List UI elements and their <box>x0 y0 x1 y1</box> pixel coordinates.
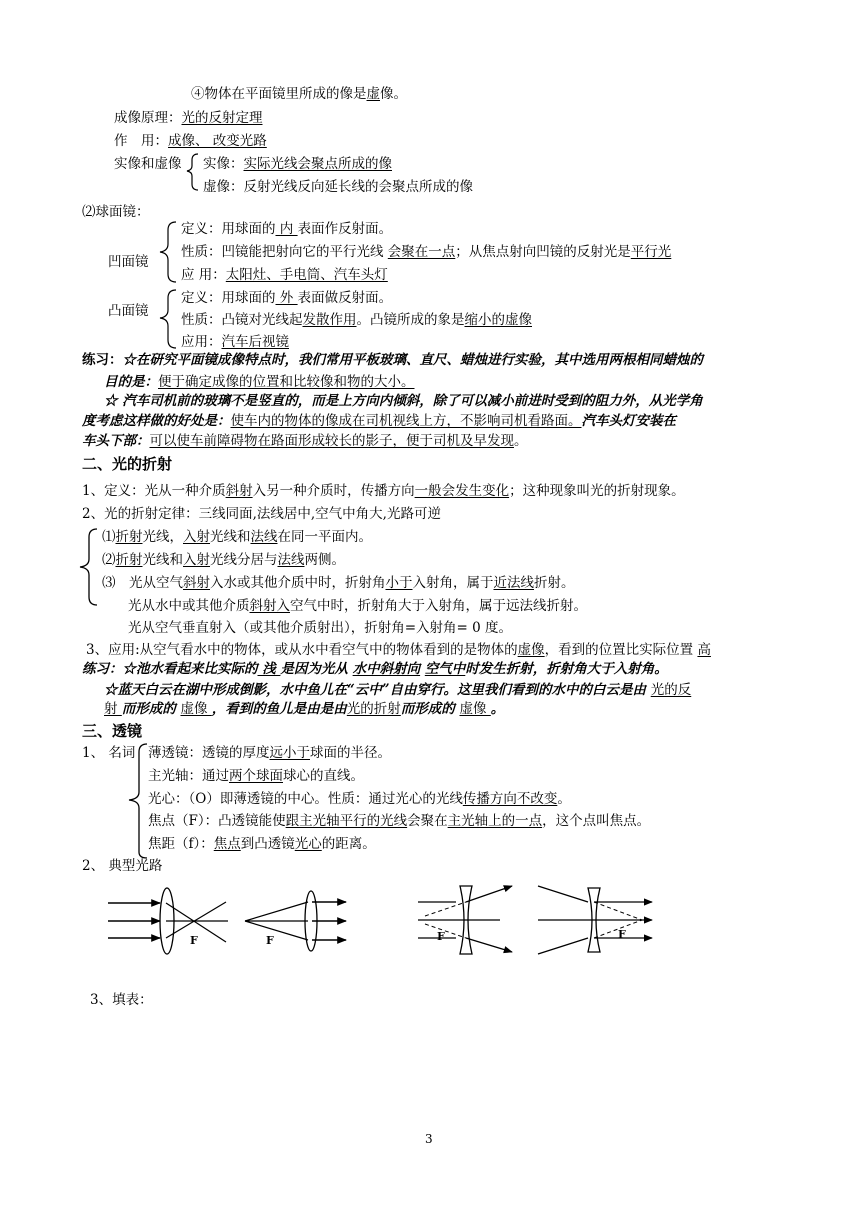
refraction-law-2: ⑵折射光线和入射光线分居与法线两侧。 <box>102 552 345 568</box>
refraction-law-1: ⑴折射光线，入射光线和法线在同一平面内。 <box>102 529 372 545</box>
practice-label: 练习：☆在研究平面镜成像特点时，我们常用平板玻璃、直尺、蜡烛进行实验，其中选用两根相同蜡烛的 <box>82 352 703 368</box>
convex-converge-diagram <box>108 888 228 954</box>
concave-diverge-diagram <box>418 886 512 954</box>
focus-def: 焦点（F）：凸透镜能使跟主光轴平行的光线会聚在主光轴上的一点，这个点叫焦点。 <box>148 813 651 829</box>
concave-property: 性质：凹镜能把射向它的平行光线 会聚在一点；从焦点射向凹镜的反射光是平行光 <box>181 244 672 260</box>
brace-lens-terms <box>125 742 149 860</box>
convex-definition: 定义：用球面的 外 表面做反射面。 <box>181 290 393 306</box>
practice2-q1: 练习：☆池水看起来比实际的 浅 是因为光从 水中斜射向 空气中时发生折射，折射角大于入射角。 <box>82 661 668 677</box>
real-image-def: 实像：实际光线会聚点所成的像 <box>203 156 392 172</box>
refraction-application: 3、应用:从空气看水中的物体，或从水中看空气中的物体看到的是物体的虚像，看到的位置比实际位置 高 <box>86 642 711 658</box>
convex-parallel-diagram <box>245 891 346 951</box>
focus-label: F <box>437 930 445 943</box>
typical-paths-title: 2、 典型光路 <box>82 858 163 874</box>
concave-label: 凹面镜 <box>108 254 149 270</box>
refraction-law-3: ⑶ 光从空气斜射入水或其他介质中时，折射角小于入射角，属于近法线折射。 <box>102 575 575 591</box>
practice2-q2-line1: ☆蓝天白云在湖中形成倒影，水中鱼儿在“云中”自由穿行。这里我们看到的水中的白云是由 光的反 <box>104 682 692 698</box>
concave-definition: 定义：用球面的 内 表面作反射面。 <box>181 221 393 237</box>
brace-real-virtual <box>186 152 200 192</box>
lens-ray-diagrams <box>100 880 660 960</box>
page-number: 3 <box>425 1132 433 1146</box>
practice-q1-answer: 目的是：便于确定成像的位置和比较像和物的大小。 <box>104 374 415 390</box>
principal-axis-def: 主光轴：通过两个球面球心的直线。 <box>148 768 364 784</box>
plane-mirror-item4: ④物体在平面镜里所成的像是虚像。 <box>191 86 407 102</box>
refraction-heading: 二、光的折射 <box>82 455 173 473</box>
thin-lens-def: 薄透镜：透镜的厚度远小于球面的半径。 <box>148 745 391 761</box>
lens-heading: 三、透镜 <box>82 722 143 740</box>
focus-label: F <box>190 934 198 947</box>
spherical-mirror-title: ⑵球面镜： <box>82 204 150 220</box>
imaging-principle: 成像原理：光的反射定理 <box>114 110 263 126</box>
optical-center-def: 光心：（O）即薄透镜的中心。性质：通过光心的光线传播方向不改变。 <box>148 791 571 807</box>
fill-table-label: 3、填表： <box>90 992 153 1008</box>
brace-refraction-law <box>77 527 99 607</box>
practice-q2-line2: 度考虑这样做的好处是：使车内的物体的像成在司机视线上方，不影响司机看路面。汽车头灯安装在 <box>82 413 676 429</box>
mirror-function: 作 用：成像、 改变光路 <box>114 133 267 149</box>
focus-label: F <box>266 934 274 947</box>
real-virtual-label: 实像和虚像 <box>114 156 182 172</box>
practice-q2-line3: 车头下部：可以使车前障碍物在路面形成较长的影子，便于司机及早发现。 <box>82 433 528 449</box>
brace-concave <box>158 220 178 284</box>
refraction-law-4: 光从水中或其他介质斜射入空气中时，折射角大于入射角，属于远法线折射。 <box>128 598 587 614</box>
focal-length-def: 焦距（f）：焦点到凸透镜光心的距离。 <box>148 836 376 852</box>
convex-label: 凸面镜 <box>108 303 149 319</box>
concave-parallel-diagram <box>538 886 652 954</box>
virtual-image-def: 虚像：反射光线反向延长线的会聚点所成的像 <box>203 179 473 195</box>
concave-use: 应 用：太阳灶、手电筒、汽车头灯 <box>181 267 388 283</box>
lens-terms-label: 1、 名词 <box>82 745 136 761</box>
brace-convex <box>158 288 178 350</box>
practice-q2-line1: ☆ 汽车司机前的玻璃不是竖直的，而是上方向内倾斜，除了可以减小前进时受到的阻力外，从光学角 <box>104 393 703 409</box>
refraction-definition: 1、定义：光从一种介质斜射入另一种介质时，传播方向一般会发生变化；这种现象叫光的折射现象。 <box>82 483 685 499</box>
convex-property: 性质：凸镜对光线起发散作用。凸镜所成的象是缩小的虚像 <box>181 312 532 328</box>
practice2-q2-line2: 射 而形成的 虚像 ，看到的鱼儿是由是由光的折射而形成的 虚像 。 <box>104 701 505 717</box>
refraction-law: 2、光的折射定律：三线同面,法线居中,空气中角大,光路可逆 <box>82 506 441 522</box>
convex-use: 应用：汽车后视镜 <box>181 334 289 350</box>
refraction-law-5: 光从空气垂直射入（或其他介质射出），折射角=入射角= 0 度。 <box>128 620 513 636</box>
focus-label: F <box>618 928 626 941</box>
